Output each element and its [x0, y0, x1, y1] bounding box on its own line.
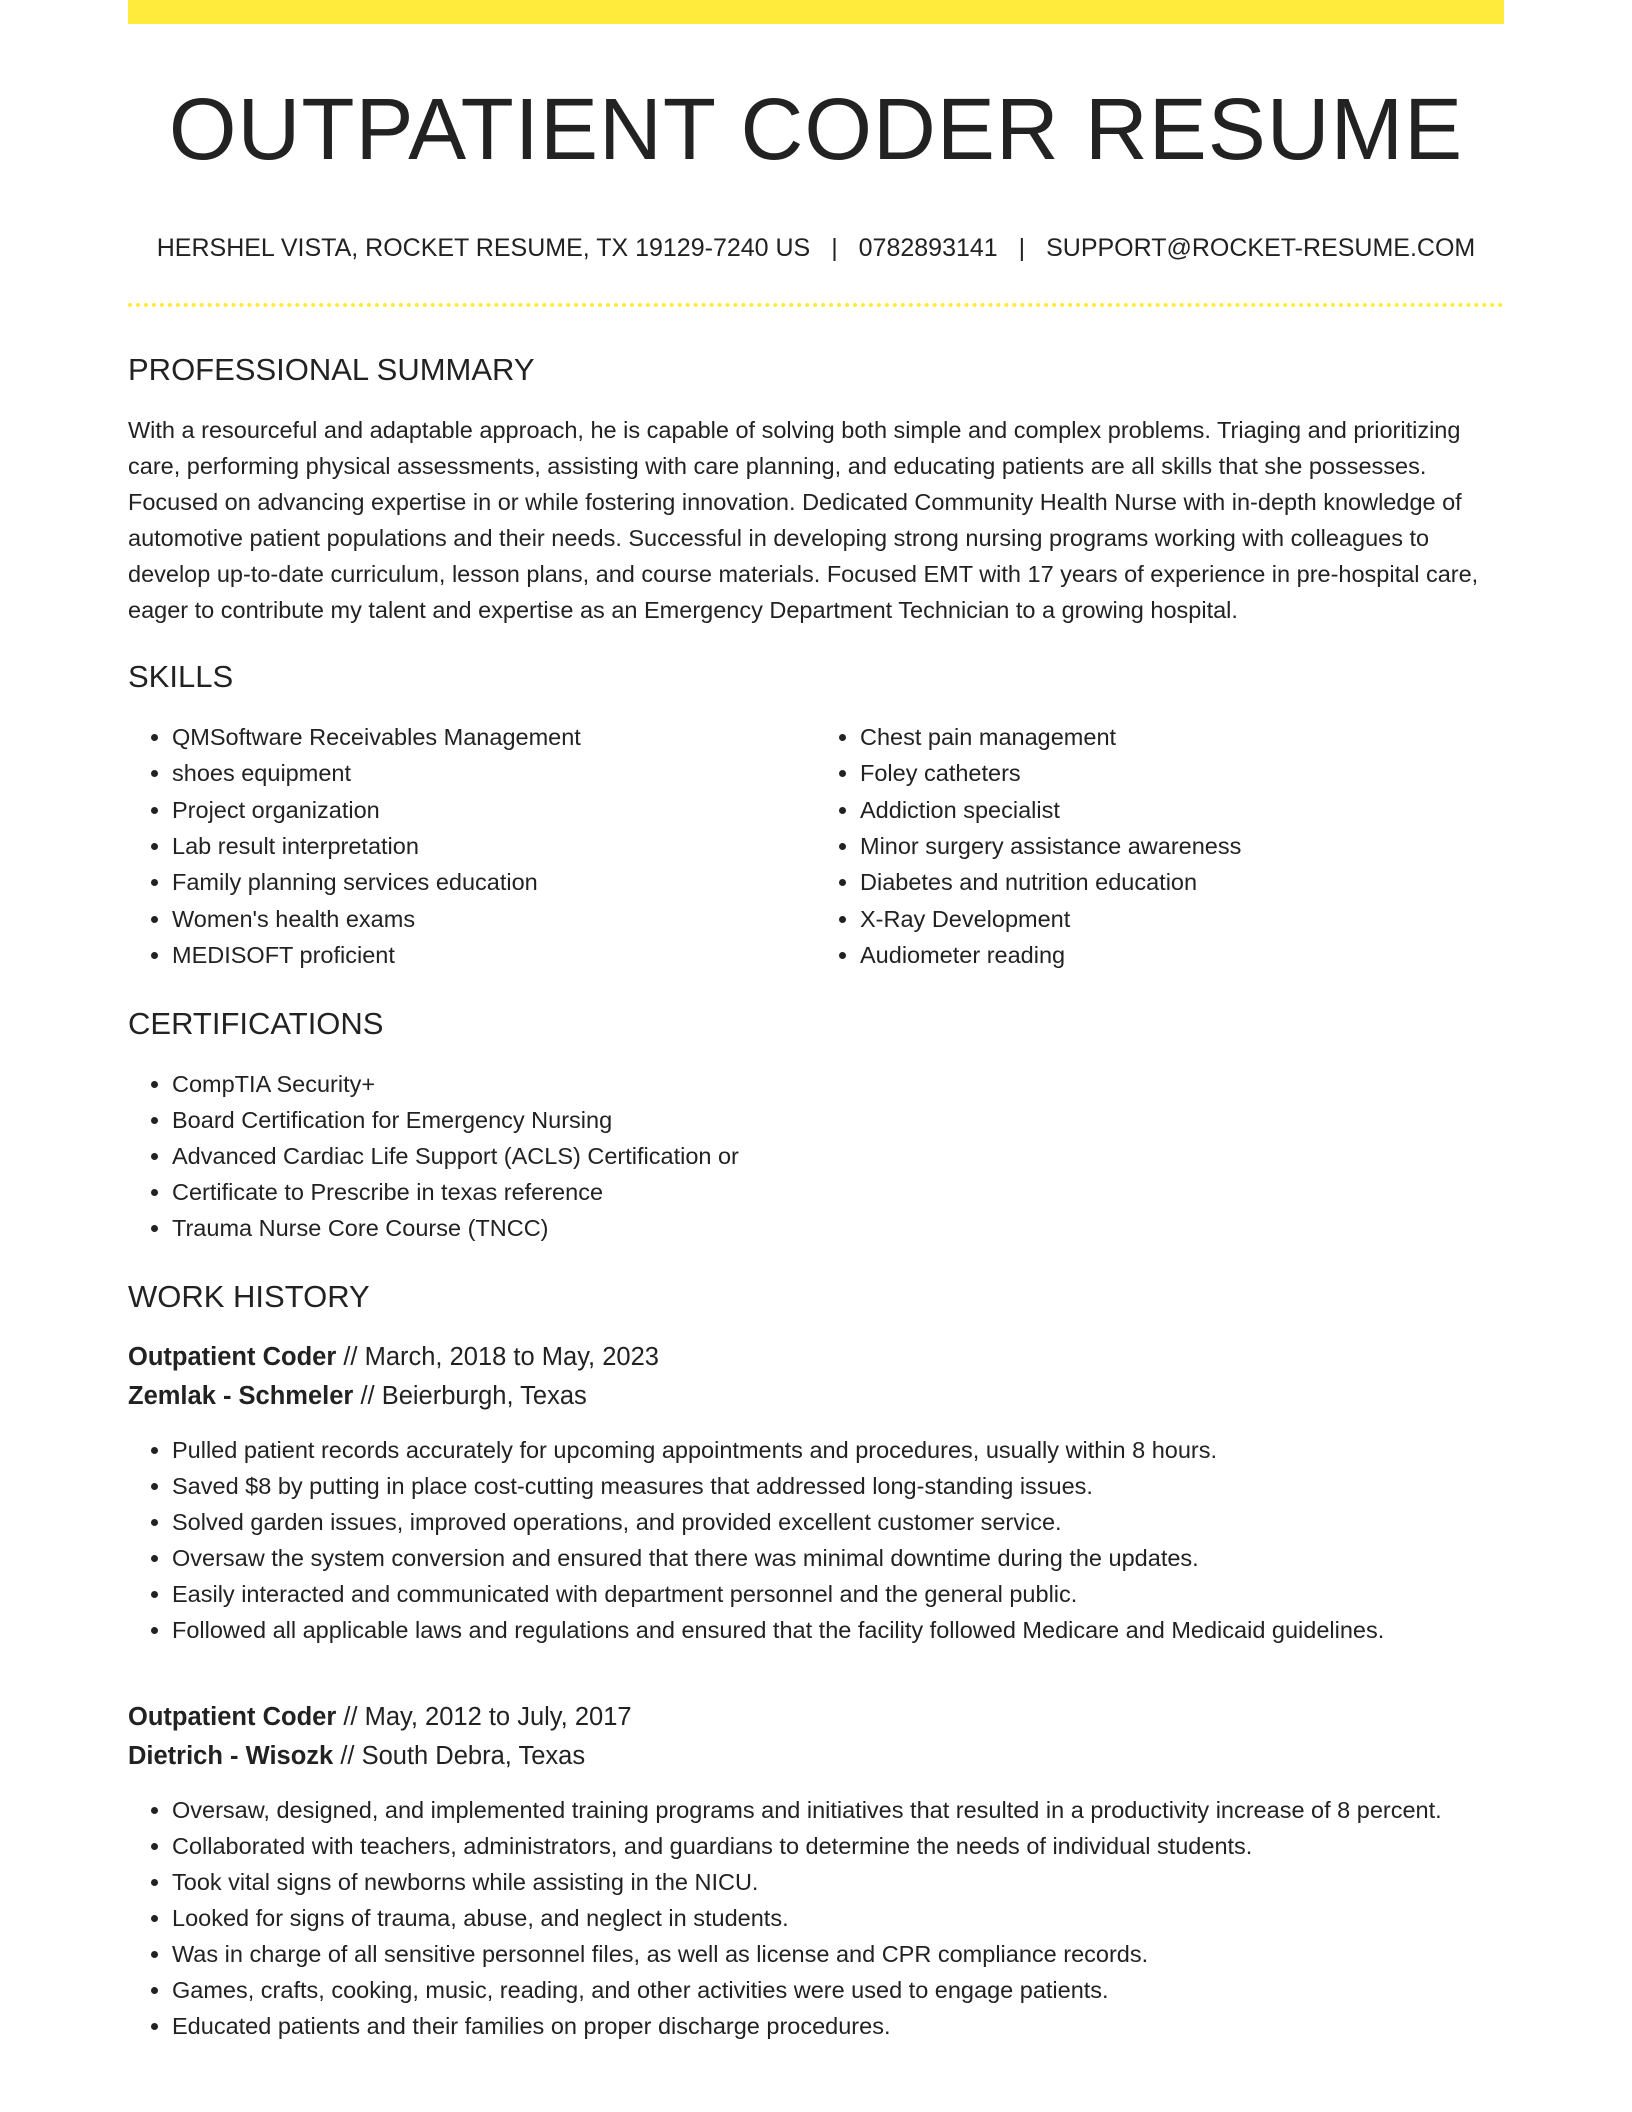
- list-item: • Was in charge of all sensitive personnel files, as well as license and CPR compliance records.: [172, 1936, 1504, 1972]
- list-item: • Diabetes and nutrition education: [860, 864, 1504, 900]
- accent-top-bar: [128, 0, 1504, 24]
- list-item: • Easily interacted and communicated with department personnel and the general public.: [172, 1576, 1504, 1612]
- contact-line: [128, 233, 1504, 263]
- list-item: • Pulled patient records accurately for upcoming appointments and procedures, usually within 8 hours.: [172, 1432, 1504, 1468]
- contact-separator: |: [831, 233, 838, 262]
- job-duties-list: [128, 1792, 1504, 2044]
- list-item: • Women's health exams: [172, 901, 816, 937]
- list-item: • Family planning services education: [172, 864, 816, 900]
- job-location: // South Debra, Texas: [333, 1741, 586, 1770]
- list-item: • QMSoftware Receivables Management: [172, 719, 816, 755]
- list-item: • MEDISOFT proficient: [172, 937, 816, 973]
- list-item: • Oversaw, designed, and implemented training programs and initiatives that resulted in a productivity increase of 8 percent.: [172, 1792, 1504, 1828]
- skills-column-right: [816, 719, 1504, 973]
- job-company: Dietrich - Wisozk: [128, 1741, 334, 1770]
- list-item: • Collaborated with teachers, administrators, and guardians to determine the needs of individual students.: [172, 1828, 1504, 1864]
- skills-column-left: [128, 719, 816, 973]
- list-item: • Saved $8 by putting in place cost-cutting measures that addressed long-standing issues.: [172, 1468, 1504, 1504]
- skills-list: [128, 719, 1504, 973]
- certifications-list: [128, 1066, 1504, 1246]
- list-item: • Addiction specialist: [860, 792, 1504, 828]
- list-item: • X-Ray Development: [860, 901, 1504, 937]
- contact-phone: 0782893141: [858, 233, 998, 262]
- job-entry-header: [128, 1698, 1504, 1776]
- dotted-divider: [128, 303, 1504, 307]
- list-item: • Advanced Cardiac Life Support (ACLS) Certification or: [172, 1138, 1504, 1174]
- job-location: // Beierburgh, Texas: [353, 1381, 587, 1410]
- resume-title: OUTPATIENT CODER RESUME: [168, 81, 1464, 178]
- job-title-line: [128, 1698, 1504, 1737]
- contact-address: HERSHEL VISTA, ROCKET RESUME, TX 19129-7240 US: [156, 233, 811, 262]
- list-item: • Chest pain management: [860, 719, 1504, 755]
- job-position: Outpatient Coder: [128, 1702, 337, 1731]
- list-item: • Audiometer reading: [860, 937, 1504, 973]
- job-company: Zemlak - Schmeler: [128, 1381, 354, 1410]
- list-item: • shoes equipment: [172, 755, 816, 791]
- list-item: • Board Certification for Emergency Nursing: [172, 1102, 1504, 1138]
- job-company-line: [128, 1377, 1504, 1416]
- contact-email: SUPPORT@ROCKET-RESUME.COM: [1046, 233, 1476, 262]
- contact-separator: |: [1018, 233, 1026, 262]
- resume-page: [128, 0, 1504, 2044]
- summary-text: With a resourceful and adaptable approach, he is capable of solving both simple and complex problems. Triaging and prioritizing care, performing physical assessments, assisting with care planning, and educating patients are all skills that she possesses. Focused on advancing expertise in or while fostering innovation. Dedicated Community Health Nurse with in-depth knowledge of automotive patient populations and their needs. Successful in developing strong nursing programs working with colleagues to develop up-to-date curriculum, lesson plans, and course materials. Focused EMT with 17 years of experience in pre-hospital care, eager to contribute my talent and expertise as an Emergency Department Technician to a growing hospital.: [128, 416, 1479, 623]
- job-position: Outpatient Coder: [128, 1342, 337, 1371]
- job-duties-list: [128, 1432, 1504, 1648]
- list-item: • Project organization: [172, 792, 816, 828]
- job-title-line: [128, 1338, 1504, 1377]
- list-item: • Trauma Nurse Core Course (TNCC): [172, 1210, 1504, 1246]
- list-item: • Oversaw the system conversion and ensured that there was minimal downtime during the updates.: [172, 1540, 1504, 1576]
- skills-heading: SKILLS: [128, 658, 234, 694]
- list-item: • CompTIA Security+: [172, 1066, 1504, 1102]
- list-item: • Minor surgery assistance awareness: [860, 828, 1504, 864]
- job-company-line: [128, 1737, 1504, 1776]
- list-item: • Foley catheters: [860, 755, 1504, 791]
- job-entry-header: [128, 1338, 1504, 1416]
- list-item: • Games, crafts, cooking, music, reading, and other activities were used to engage patients.: [172, 1972, 1504, 2008]
- list-item: • Took vital signs of newborns while assisting in the NICU.: [172, 1864, 1504, 1900]
- list-item: • Followed all applicable laws and regulations and ensured that the facility followed Medicare and Medicaid guidelines.: [172, 1612, 1504, 1648]
- job-dates: // March, 2018 to May, 2023: [336, 1342, 659, 1371]
- certifications-heading: CERTIFICATIONS: [128, 1006, 384, 1042]
- list-item: • Solved garden issues, improved operations, and provided excellent customer service.: [172, 1504, 1504, 1540]
- list-item: • Lab result interpretation: [172, 828, 816, 864]
- list-item: • Certificate to Prescribe in texas reference: [172, 1174, 1504, 1210]
- list-item: • Looked for signs of trauma, abuse, and neglect in students.: [172, 1900, 1504, 1936]
- work-history-heading: WORK HISTORY: [128, 1279, 370, 1315]
- job-dates: // May, 2012 to July, 2017: [336, 1702, 632, 1731]
- list-item: • Educated patients and their families on proper discharge procedures.: [172, 2008, 1504, 2044]
- summary-heading: PROFESSIONAL SUMMARY: [128, 351, 535, 387]
